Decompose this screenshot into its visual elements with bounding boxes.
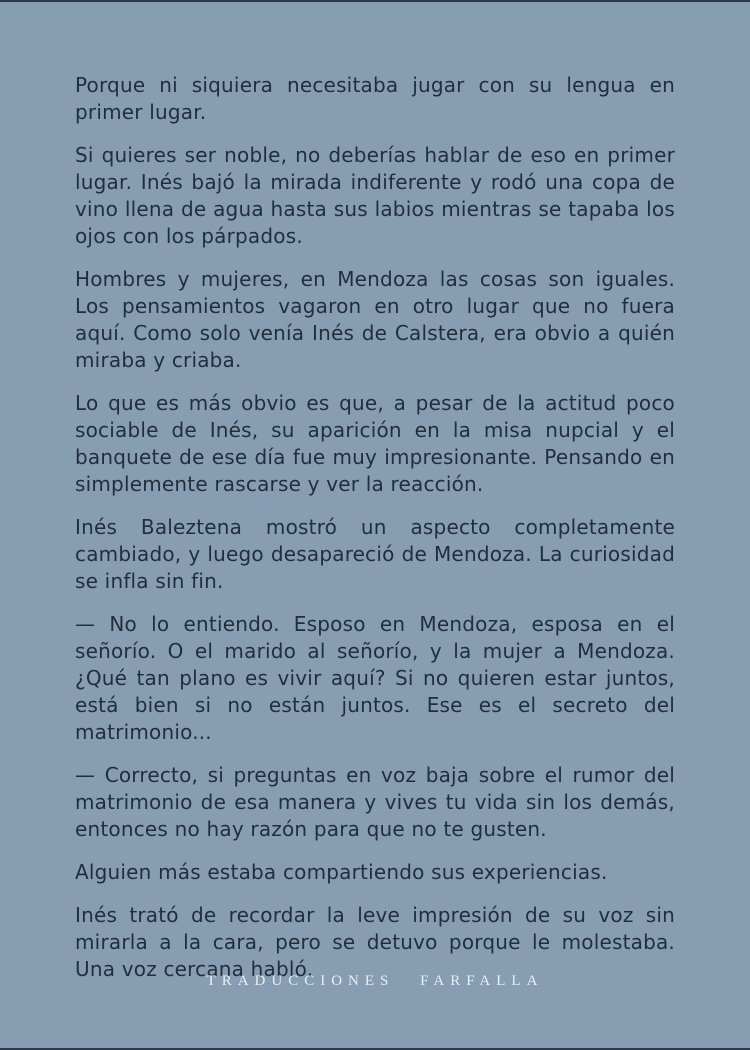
- top-edge-line: [0, 0, 750, 2]
- paragraph: Hombres y mujeres, en Mendoza las cosas son iguales. Los pensamientos vagaron en otro lugar que no fuera aquí. Como solo venía Inés de Calstera, era obvio a quién miraba y criaba.: [75, 267, 675, 372]
- paragraph-dialogue: — Correcto, si preguntas en voz baja sobre el rumor del matrimonio de esa manera y vives tu vida sin los demás, entonces no hay razón para que no te gusten.: [75, 763, 675, 841]
- paragraph: Inés Baleztena mostró un aspecto completamente cambiado, y luego desapareció de Mendoza. La curiosidad se infla sin fin.: [75, 515, 675, 593]
- paragraph-dialogue: — No lo entiendo. Esposo en Mendoza, esposa en el señorío. O el marido al señorío, y la mujer a Mendoza. ¿Qué tan plano es vivir aquí? Si no quieren estar juntos, está bien si no están juntos. Ese es el secreto del matrimonio...: [75, 612, 675, 744]
- paragraph: Porque ni siquiera necesitaba jugar con su lengua en primer lugar.: [75, 73, 675, 124]
- story-text-block: [75, 72, 675, 999]
- paragraph: Inés trató de recordar la leve impresión de su voz sin mirarla a la cara, pero se detuvo porque le molestaba. Una voz cercana habló.: [75, 903, 675, 981]
- paragraph: Si quieres ser noble, no deberías hablar de eso en primer lugar. Inés bajó la mirada indiferente y rodó una copa de vino llena de agua hasta sus labios mientras se tapaba los ojos con los párpados.: [75, 143, 675, 248]
- paragraph: Lo que es más obvio es que, a pesar de la actitud poco sociable de Inés, su aparición en la misa nupcial y el banquete de ese día fue muy impresionante. Pensando en simplemente rascarse y ver la reacción.: [75, 391, 675, 496]
- translator-credit: TRADUCCIONES FARFALLA: [206, 973, 544, 989]
- paragraph: Alguien más estaba compartiendo sus experiencias.: [75, 860, 608, 884]
